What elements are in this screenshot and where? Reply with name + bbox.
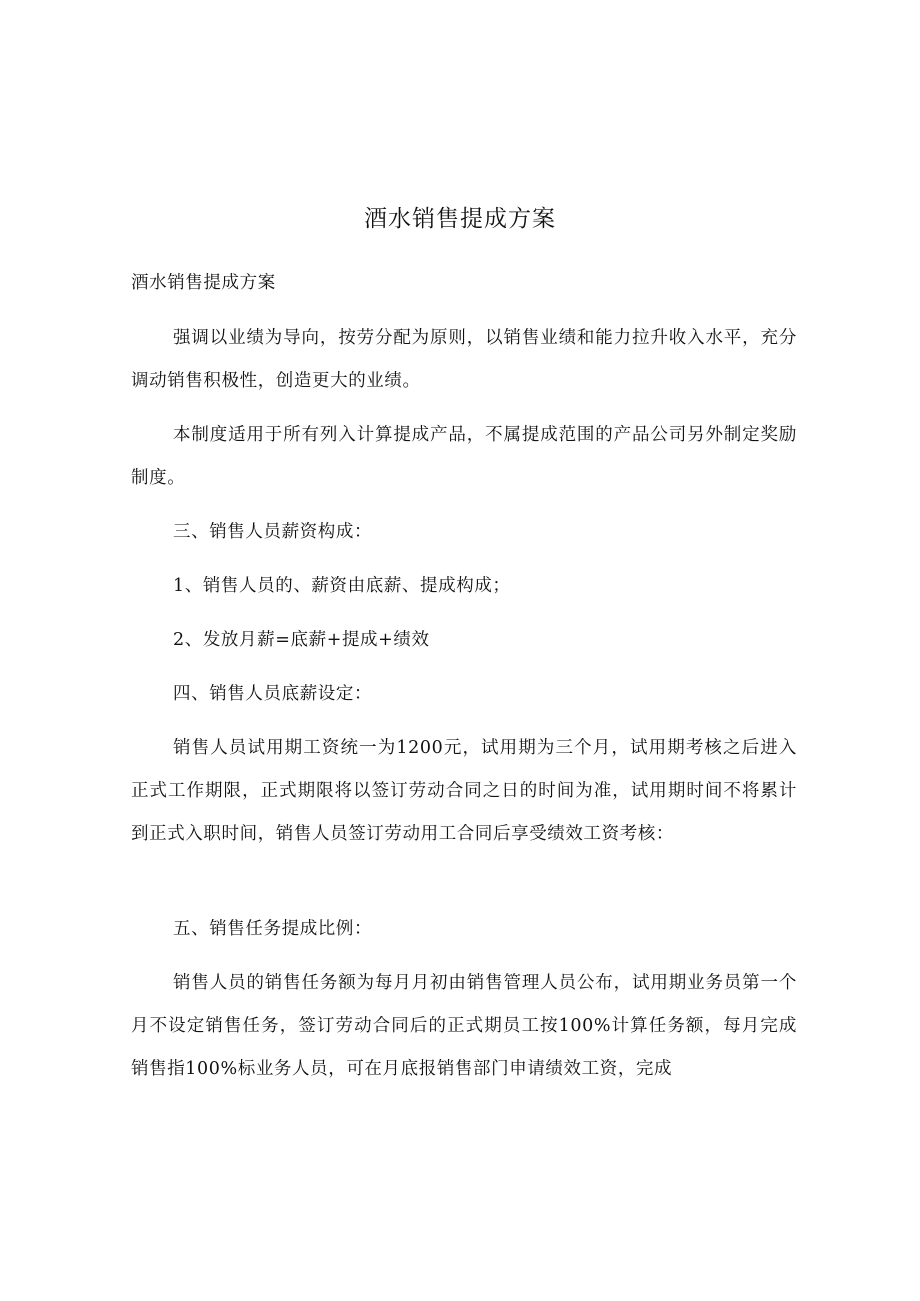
scope-paragraph: 本制度适用于所有列入计算提成产品，不属提成范围的产品公司另外制定奖励制度。 [131, 425, 797, 488]
document-subtitle: 酒水销售提成方案 [131, 273, 276, 293]
document-title: 酒水销售提成方案 [364, 206, 556, 232]
intro-paragraph: 强调以业绩为导向，按劳分配为原则，以销售业绩和能力拉升收入水平，充分调动销售积极性，创造更大的业绩。 [131, 328, 797, 391]
section-4-heading: 四、销售人员底薪设定： [173, 684, 373, 704]
section-3-item-1: 1、销售人员的、薪资由底薪、提成构成； [173, 576, 511, 596]
section-4-body: 销售人员试用期工资统一为1200元，试用期为三个月，试用期考核之后进入正式工作期限，正式期限将以签订劳动合同之日的时间为准，试用期时间不将累计到正式入职时间，销售人员签订劳动用工合同后享受绩效工资考核： [131, 738, 797, 844]
section-5-heading: 五、销售任务提成比例： [173, 919, 373, 939]
section-3-item-2: 2、发放月薪=底薪+提成+绩效 [173, 630, 430, 650]
section-5-body: 销售人员的销售任务额为每月月初由销售管理人员公布，试用期业务员第一个月不设定销售任务，签订劳动合同后的正式期员工按100%计算任务额，每月完成销售指100%标业务人员，可在月底报销售部门申请绩效工资，完成 [131, 973, 797, 1079]
section-3-heading: 三、销售人员薪资构成： [173, 522, 373, 542]
